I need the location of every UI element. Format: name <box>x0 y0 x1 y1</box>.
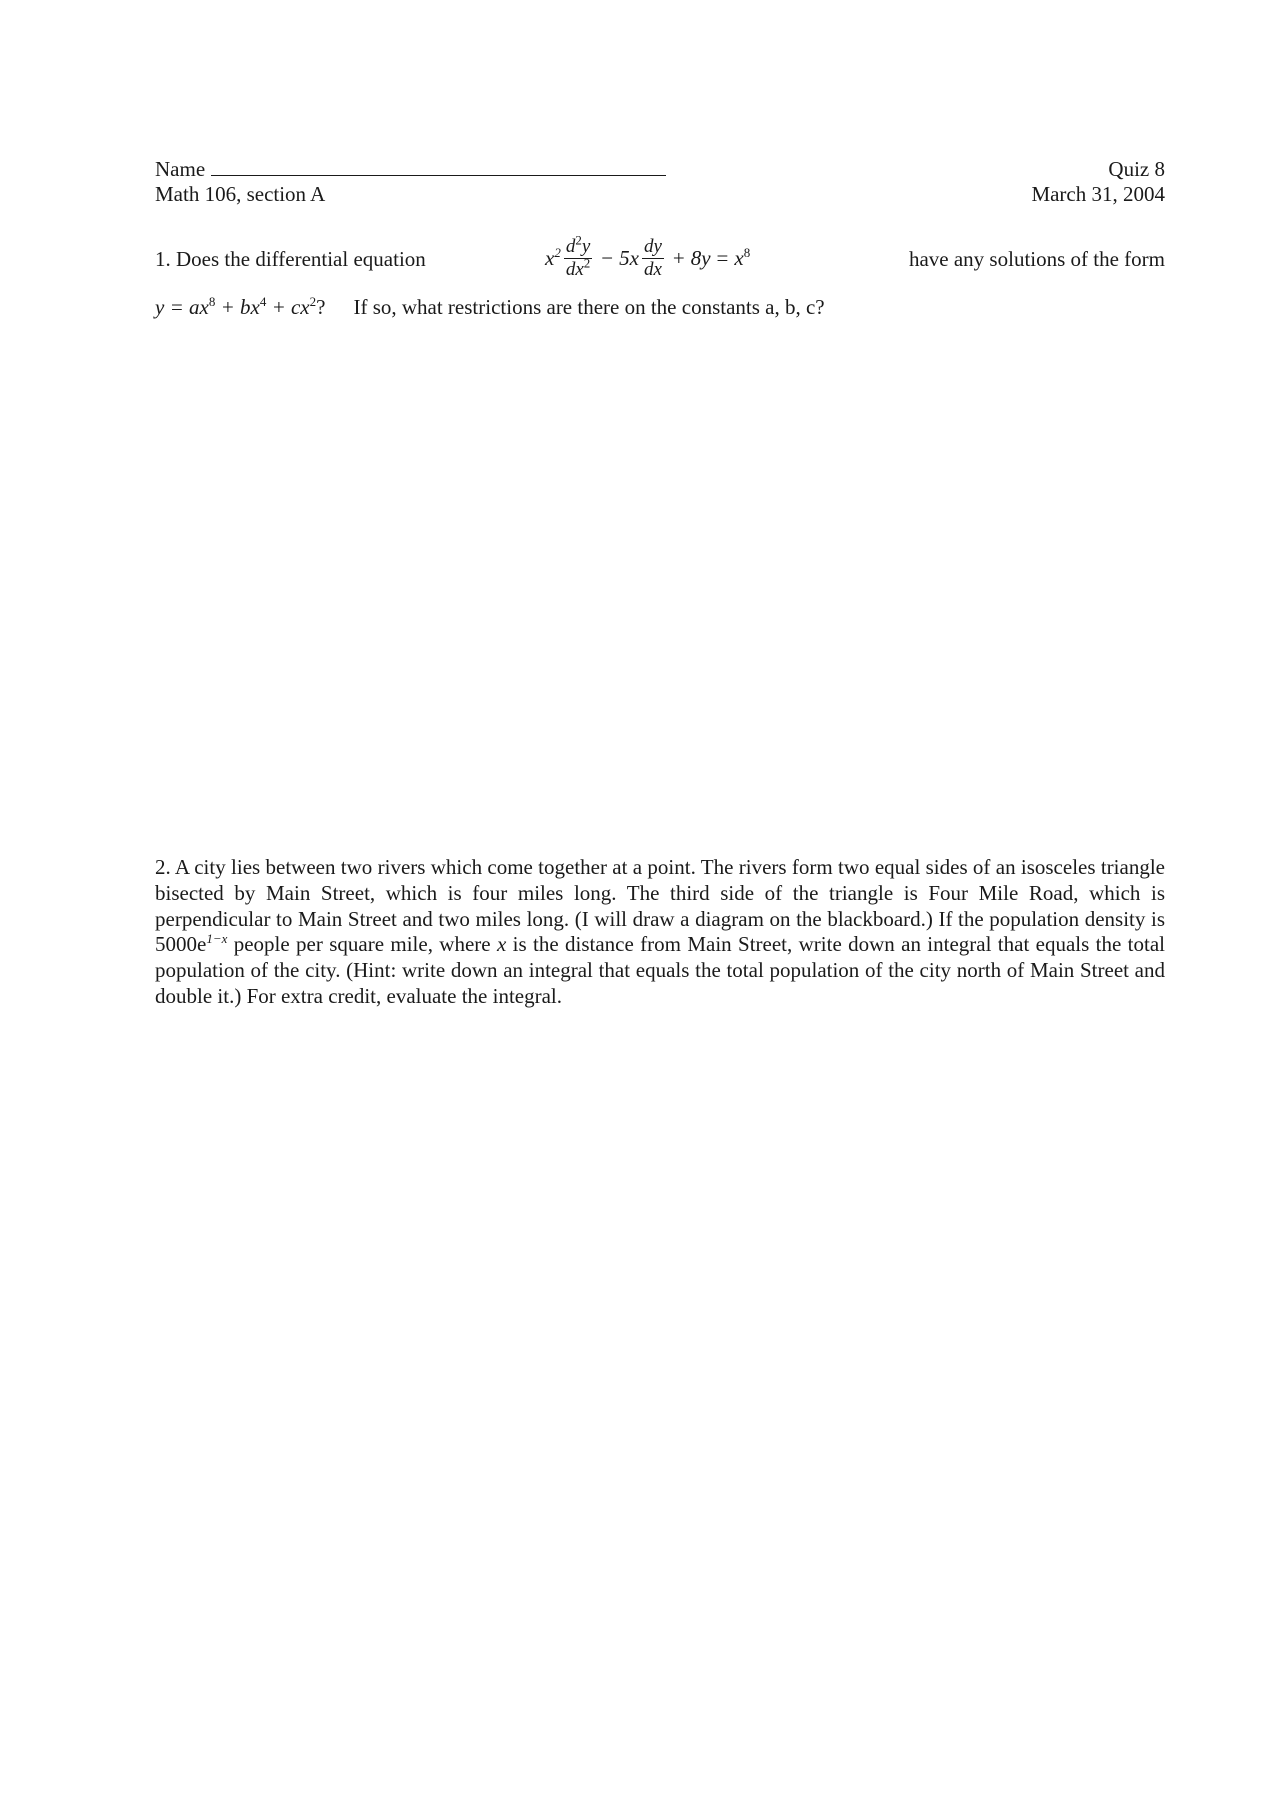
eq-second-derivative: $\frac{d^2y}{dx^2}$ <box>565 232 591 280</box>
question-1-continued <box>155 295 825 320</box>
name-label: Name <box>155 157 206 181</box>
density-exponent: 1−x <box>206 931 228 947</box>
eq-equals: = <box>716 245 729 270</box>
question-1 <box>155 230 1165 290</box>
name-blank-line <box>211 161 666 176</box>
eq-plus: + <box>672 245 685 270</box>
eq-term1-coef: $x^2$ <box>545 244 561 270</box>
quiz-number: Quiz 8 <box>1108 157 1165 181</box>
variable-x: x <box>496 932 507 957</box>
name-row <box>155 157 666 182</box>
question-2-part3: is the distance from Main Street, write down an integral that equals the total population of the city. (Hint: write down an integral that equals the total population of the city north of Main Street and double it.) For extra credit, evaluate the integral. <box>155 932 1165 1008</box>
differential-equation <box>545 230 750 286</box>
question-2-part1: 2. A city lies between two rivers which come together at a point. The rivers form two equal sides of an isosceles triangle bisected by Main Street, which is four miles long. The third side of the triangle is Four Mile Road, which is perpendicular to Main Street and two miles long. (I will draw a diagram on the blackboard.) If the population density is 5000e <box>155 855 1165 957</box>
header-right <box>1031 157 1165 207</box>
eq-rhs: $x^8$ <box>734 244 751 270</box>
eq-term3: 8y <box>690 245 711 270</box>
question-2 <box>155 855 1165 1010</box>
eq-minus: − <box>601 245 614 270</box>
eq-term2-coef: 5x <box>619 245 639 270</box>
question-1-lead: 1. Does the differential equation <box>155 247 426 271</box>
course-label: Math 106, section A <box>155 182 326 206</box>
header-left <box>155 157 666 207</box>
question-1-followup: If so, what restrictions are there on the constants a, b, c? <box>353 295 825 319</box>
question-1-trail: have any solutions of the form <box>908 247 1165 271</box>
question-2-part2: people per square mile, where <box>227 932 497 957</box>
quiz-date: March 31, 2004 <box>1031 182 1165 206</box>
eq-first-derivative: $\frac{dy}{dx}$ <box>643 235 662 280</box>
solution-form: $y = ax^8 + bx^4 + cx^2$? <box>155 294 326 319</box>
